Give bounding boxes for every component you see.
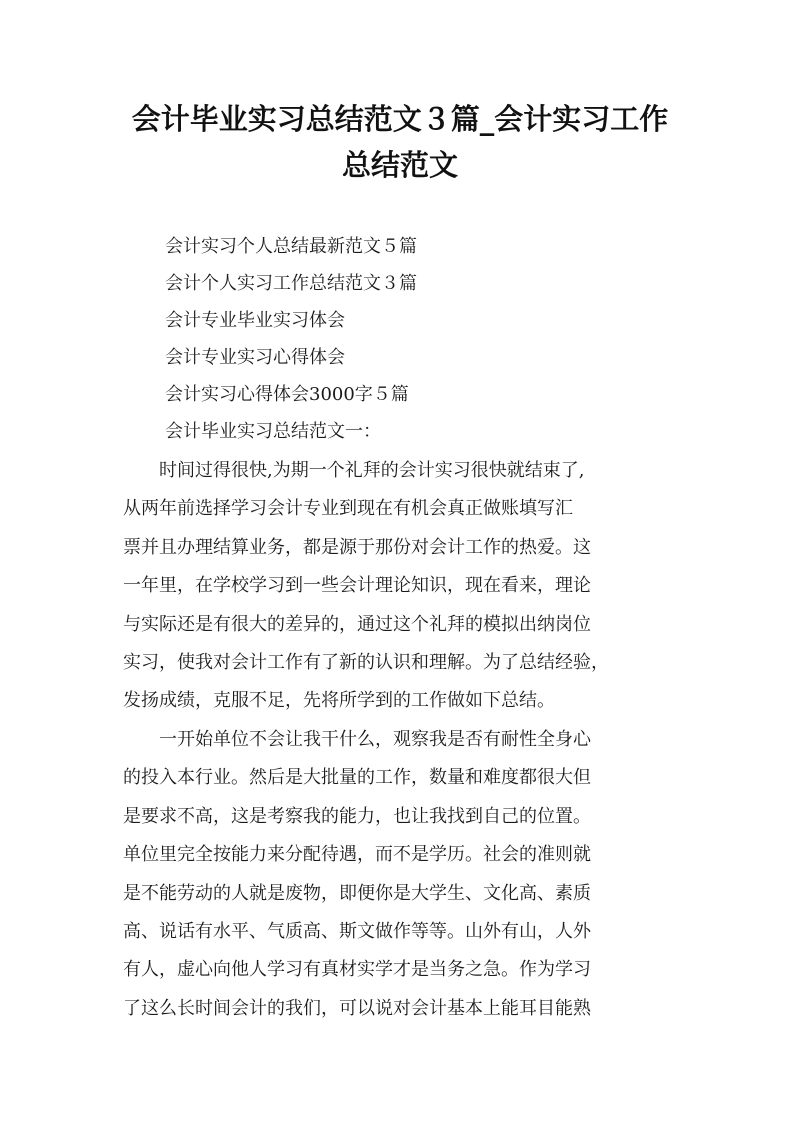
related-article-link[interactable]: 会计专业毕业实习体会 bbox=[165, 310, 345, 331]
paragraph-line: 的投入本行业。然后是大批量的工作，数量和难度都很大但 bbox=[123, 767, 591, 789]
related-article-link[interactable]: 会计个人实习工作总结范文３篇 bbox=[165, 273, 417, 294]
paragraph-line: 是不能劳动的人就是废物，即便你是大学生、文化高、素质 bbox=[123, 882, 591, 904]
paragraph-line: 从两年前选择学习会计专业到现在有机会真正做账填写汇 bbox=[123, 498, 573, 520]
paragraph-line: 与实际还是有很大的差异的，通过这个礼拜的模拟出纳岗位 bbox=[123, 613, 591, 635]
paragraph-line: 实习，使我对会计工作有了新的认识和理解。为了总结经验， bbox=[123, 651, 609, 673]
document-title bbox=[100, 96, 700, 188]
title-line-2: 总结范文 bbox=[341, 148, 458, 182]
paragraph-line: 票并且办理结算业务，都是源于那份对会计工作的热爱。这 bbox=[123, 536, 591, 558]
paragraph-line: 一年里，在学校学习到一些会计理论知识，现在看来，理论 bbox=[123, 575, 591, 597]
related-articles-list bbox=[165, 228, 417, 413]
paragraph-line: 发扬成绩，克服不足，先将所学到的工作做如下总结。 bbox=[123, 690, 555, 712]
paragraph-line: 是要求不高，这是考察我的能力，也让我找到自己的位置。 bbox=[123, 805, 591, 827]
paragraph-line: 高、说话有水平、气质高、斯文做作等等。山外有山，人外 bbox=[123, 920, 591, 942]
body-paragraph-2 bbox=[123, 721, 683, 1028]
paragraph-line: 了这么长时间会计的我们，可以说对会计基本上能耳目能熟 bbox=[123, 997, 591, 1019]
related-article-link[interactable]: 会计实习个人总结最新范文５篇 bbox=[165, 236, 417, 257]
paragraph-line: 时间过得很快,为期一个礼拜的会计实习很快就结束了, bbox=[123, 460, 585, 481]
paragraph-line: 有人，虚心向他人学习有真材实学才是当务之急。作为学习 bbox=[123, 959, 591, 981]
paragraph-line: 单位里完全按能力来分配待遇，而不是学历。社会的准则就 bbox=[123, 844, 591, 866]
related-article-link[interactable]: 会计实习心得体会3000字５篇 bbox=[165, 384, 409, 405]
paragraph-line: 一开始单位不会让我干什么，观察我是否有耐性全身心 bbox=[123, 729, 591, 750]
section-heading: 会计毕业实习总结范文一： bbox=[165, 421, 381, 442]
related-article-link[interactable]: 会计专业实习心得体会 bbox=[165, 347, 345, 368]
body-paragraph-1 bbox=[123, 452, 683, 721]
title-line-1: 会计毕业实习总结范文３篇_会计实习工作 bbox=[131, 102, 669, 136]
